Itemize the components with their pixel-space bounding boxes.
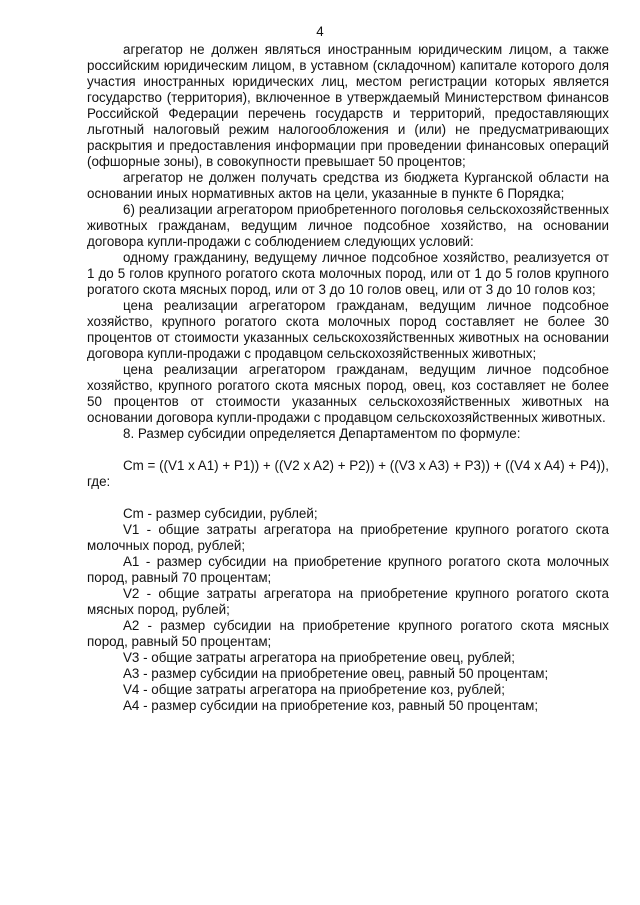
paragraph-price-beef-sheep-goats: цена реализации агрегатором гражданам, ведущим личное подсобное хозяйство, крупного рогатого скота мясных пород, овец, коз составляет не более 50 процентов от стоимости указанных сельскохозяйственных животных на основании договора купли-продажи с продавцом сельскохозяйственных животных.	[87, 362, 609, 425]
definition-v1: V1 - общие затраты агрегатора на приобретение крупного рогатого скота молочных пород, рублей;	[87, 522, 609, 553]
definition-cm: Cm - размер субсидии, рублей;	[123, 506, 318, 521]
paragraph-aggregator-budget-funds: агрегатор не должен получать средства из бюджета Курганской области на основании иных нормативных актов на цели, указанные в пункте 6 Порядка;	[87, 170, 609, 201]
paragraph-aggregator-foreign-entity: агрегатор не должен являться иностранным юридическим лицом, а также российским юридическим лицом, в уставном (складочном) капитале которого доля участия иностранных юридических лиц, местом регистрации которых является государство (территория), включенное в утверждаемый Министерством финансов Российской Федерации перечень государств и территорий, предоставляющих льготный налоговый режим налогообложения и (или) не предусматривающих раскрытия и предоставления информации при проведении финансовых операций (офшорные зоны), в совокупности превышает 50 процентов;	[87, 42, 609, 169]
definition-a4: А4 - размер субсидии на приобретение коз, равный 50 процентам;	[123, 698, 539, 713]
paragraph-sale-quantity-limits: одному гражданину, ведущему личное подсобное хозяйство, реализуется от 1 до 5 голов крупного рогатого скота молочных пород, или от 1 до 5 голов крупного рогатого скота мясных пород, или от 3 до 10 голов овец, или от 3 до 10 голов коз;	[87, 250, 609, 297]
definition-a3: А3 - размер субсидии на приобретение овец, равный 50 процентам;	[123, 666, 549, 681]
definition-v4: V4 - общие затраты агрегатора на приобретение коз, рублей;	[123, 682, 505, 697]
definition-v3: V3 - общие затраты агрегатора на приобретение овец, рублей;	[123, 650, 515, 665]
definition-v2: V2 - общие затраты агрегатора на приобретение крупного рогатого скота мясных пород, рублей;	[87, 586, 609, 617]
definition-a1: А1 - размер субсидии на приобретение крупного рогатого скота молочных пород, равный 70 процентам;	[87, 554, 609, 585]
paragraph-item-6-sale-conditions: 6) реализации агрегатором приобретенного поголовья сельскохозяйственных животных гражданам, ведущим личное подсобное хозяйство, на основании договора купли-продажи с соблюдением следующих условий:	[87, 202, 609, 249]
subsidy-formula: Cm = ((V1 x A1) + P1)) + ((V2 x A2) + P2)) + ((V3 x A3) + P3)) + ((V4 x A4) + P4)), где:	[87, 458, 609, 489]
document-body	[87, 42, 609, 714]
paragraph-price-dairy-cattle: цена реализации агрегатором гражданам, ведущим личное подсобное хозяйство, крупного рогатого скота молочных пород составляет не более 30 процентов от стоимости указанных сельскохозяйственных животных на основании договора купли-продажи с продавцом сельскохозяйственных животных;	[87, 298, 609, 361]
paragraph-item-8-subsidy-size: 8. Размер субсидии определяется Департаментом по формуле:	[123, 426, 521, 441]
definition-a2: А2 - размер субсидии на приобретение крупного рогатого скота мясных пород, равный 50 процентам;	[87, 618, 609, 649]
page-number: 4	[316, 24, 324, 39]
